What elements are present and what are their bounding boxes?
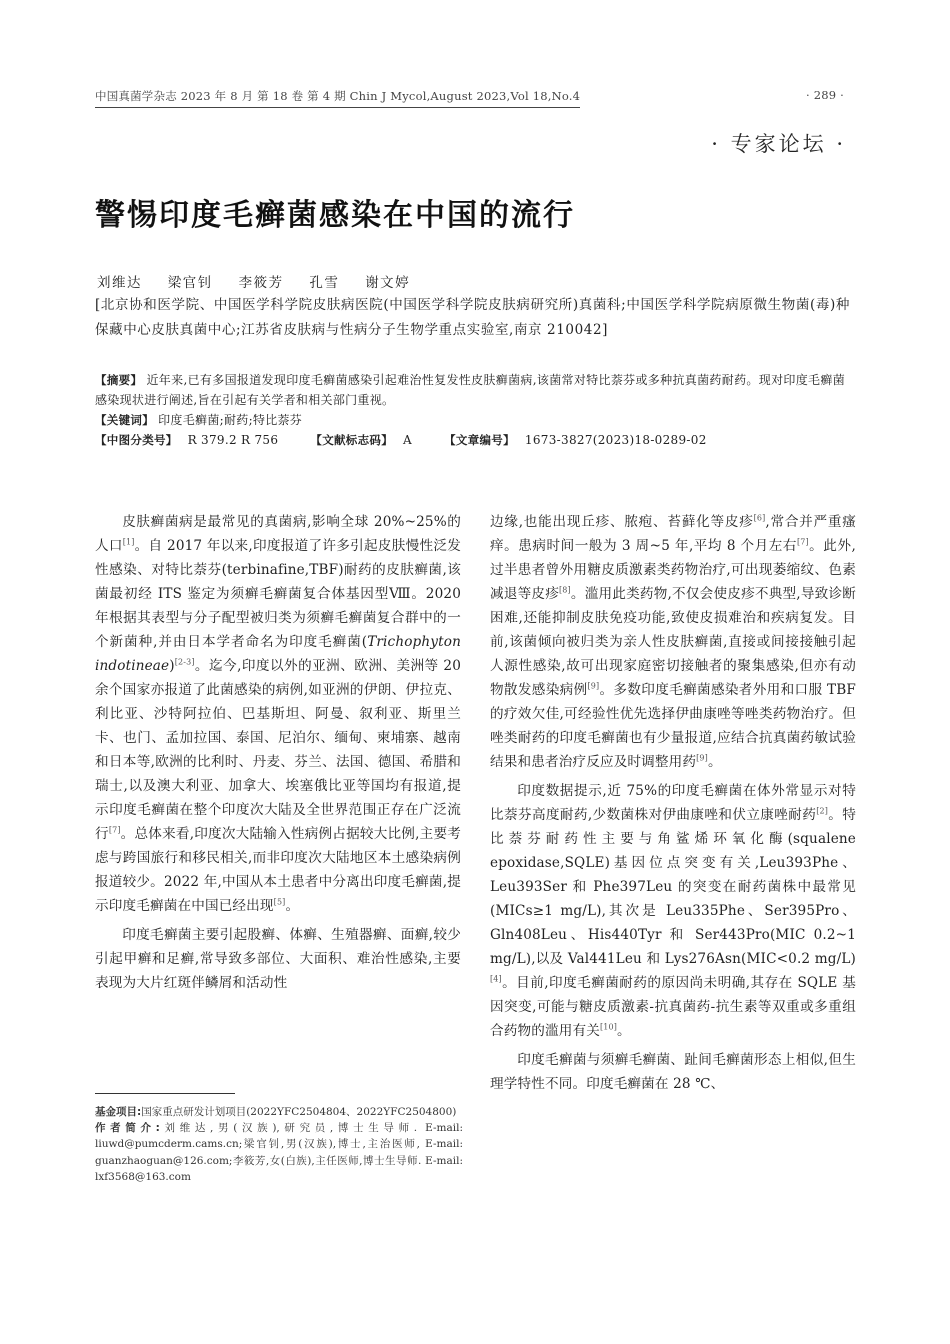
clc-label: 【中图分类号】 — [95, 433, 178, 447]
abstract-label: 【摘要】 — [95, 373, 143, 387]
citation-ref[interactable]: [6] — [753, 513, 766, 523]
abstract-text: 近年来,已有多国报道发现印度毛癣菌感染引起难治性复发性皮肤癣菌病,该菌常对特比萘芬或多种抗真菌药耐药。现对印度毛癣菌感染现状进行阐述,旨在引起有关学者和相关部门重视。 — [95, 373, 845, 407]
author-list — [97, 271, 430, 291]
author-info-label: 作者简介: — [95, 1122, 160, 1135]
footnotes — [95, 1104, 463, 1185]
article-id-value: 1673-3827(2023)18-0289-02 — [524, 433, 707, 447]
clc-value: R 379.2 R 756 — [187, 433, 279, 447]
keywords — [95, 410, 845, 430]
citation-ref[interactable]: [8] — [559, 585, 571, 595]
body-paragraph: 印度数据提示,近 75%的印度毛癣菌在体外常显示对特比萘芬高度耐药,少数菌株对伊曲康唑和伏立康唑耐药[2]。特比萘芬耐药性主要与角鲨烯环氧化酶(squalene epoxidase,SQLE)基因位点突变有关,Leu393Phe、Leu393Ser 和 Phe397Leu 的突变在耐药菌株中最常见(MICs≥1 mg/L),其次是 Leu335Phe、Ser395Pro、Gln408Leu、His440Tyr 和 Ser443Pro(MIC 0.2~1 mg/L),以及 Val441Leu 和 Lys276Asn(MIC<0.2 mg/L)[4]。目前,印度毛癣菌耐药的原因尚未明确,其存在 SQLE 基因突变,可能与糖皮质激素-抗真菌药-抗生素等双重或多重组合药物的滥用有关[10]。 — [490, 783, 856, 1039]
keywords-text: 印度毛癣菌;耐药;特比萘芬 — [158, 413, 303, 427]
abstract — [95, 370, 845, 410]
body-paragraph-continued: 边缘,也能出现丘疹、脓疱、苔藓化等皮疹[6],常合并严重瘙痒。患病时间一般为 3 周~5 年,平均 8 个月左右[7]。此外,过半患者曾外用糖皮质激素类药物治疗,可出现萎缩纹、色素减退等皮疹[8]。滥用此类药物,不仅会使皮疹不典型,导致诊断困难,还能抑制皮肤免疫功能,致使皮损难治和疾病复发。目前,该菌倾向被归类为亲人性皮肤癣菌,直接或间接接触引起人源性感染,故可出现家庭密切接触者的聚集感染,但亦有动物散发感染病例[9]。多数印度毛癣菌感染者外用和口服 TBF 的疗效欠佳,可经验性优先选择伊曲康唑等唑类药物治疗。但唑类耐药的印度毛癣菌也有少量报道,应结合抗真菌药敏试验结果和患者治疗反应及时调整用药[9]。 — [490, 513, 857, 770]
body-paragraph: 印度毛癣菌与须癣毛癣菌、趾间毛癣菌形态上相似,但生理学特性不同。印度毛癣菌在 28 ℃、 — [490, 1052, 856, 1092]
citation-ref[interactable]: [4] — [490, 974, 502, 984]
article-title: 警惕印度毛癣菌感染在中国的流行 — [95, 198, 575, 233]
citation-ref[interactable]: [7] — [108, 825, 121, 835]
body-column-left — [95, 510, 461, 995]
citation-ref[interactable]: [9] — [587, 681, 600, 691]
citation-ref[interactable]: [9] — [696, 753, 708, 763]
body-column-right — [490, 510, 856, 1096]
author-name: 谢文婷 — [365, 275, 411, 291]
citation-ref[interactable]: [1] — [122, 537, 135, 547]
citation-ref[interactable]: [2] — [816, 806, 829, 816]
body-paragraph: 皮肤癣菌病是最常见的真菌病,影响全球 20%~25%的人口[1]。自 2017 年以来,印度报道了许多引起皮肤慢性泛发性感染、对特比萘芬(terbinafine,TBF)耐药的皮肤癣菌,该菌最初经 ITS 鉴定为须癣毛癣菌复合体基因型Ⅷ。2020 年根据其表型与分子配型被归类为须癣毛癣菌复合群中的一个新菌种,并由日本学者命名为印度毛癣菌(Trichophyton indotineae)[2-3]。迄今,印度以外的亚洲、欧洲、美洲等 20 余个国家亦报道了此菌感染的病例,如亚洲的伊朗、伊拉克、利比亚、沙特阿拉伯、巴基斯坦、阿曼、叙利亚、斯里兰卡、也门、孟加拉国、泰国、尼泊尔、缅甸、柬埔寨、越南和日本等,欧洲的比利时、丹麦、芬兰、法国、德国、希腊和瑞士,以及澳大利亚、加拿大、埃塞俄比亚等国均有报道,提示印度毛癣菌在整个印度次大陆及全世界范围正存在广泛流行[7]。总体来看,印度次大陆输入性病例占据较大比例,主要考虑与跨国旅行和移民相关,而非印度次大陆地区本土感染病例报道较少。2022 年,中国从本土患者中分离出印度毛癣菌,提示印度毛癣菌在中国已经出现[5]。 — [95, 514, 461, 914]
doc-code-value: A — [403, 433, 412, 447]
footnote-divider — [95, 1093, 235, 1094]
fund-footnote — [95, 1104, 463, 1120]
abstract-block — [95, 370, 845, 450]
affiliation: [北京协和医学院、中国医学科学院皮肤病医院(中国医学科学院皮肤病研究所)真菌科;中国医学科学院病原微生物菌(毒)种保藏中心皮肤真菌中心;江苏省皮肤病与性病分子生物学重点实验室,南京 210042] — [95, 297, 850, 338]
citation-ref[interactable]: [7] — [797, 537, 809, 547]
section-label: · 专家论坛 · — [711, 132, 846, 156]
author-name: 刘维达 — [97, 275, 142, 291]
journal-citation: 中国真菌学杂志 2023 年 8 月 第 18 卷 第 4 期 Chin J Mycol,August 2023,Vol 18,No.4 — [95, 88, 580, 108]
fund-label: 基金项目: — [95, 1106, 142, 1118]
running-head — [95, 88, 844, 108]
citation-ref[interactable]: [10] — [599, 1022, 617, 1032]
author-info-text: 刘维达,男(汉族),研究员,博士生导师. E-mail: liuwd@pumcderm.cams.cn;梁官钊,男(汉族),博士,主治医师, E-mail: guanzhaoguan@126.com;李筱芳,女(白族),主任医师,博士生导师. E-mail: lxf3568@163.com — [95, 1122, 463, 1183]
article-id-label: 【文章编号】 — [444, 433, 515, 447]
page-number: · 289 · — [806, 88, 844, 102]
author-footnote — [95, 1120, 463, 1185]
author-name: 李筱芳 — [238, 275, 284, 291]
citation-ref[interactable]: [2-3] — [174, 657, 195, 667]
author-name: 梁官钊 — [167, 275, 213, 291]
fund-text: 国家重点研发计划项目(2022YFC2504804、2022YFC2504800) — [141, 1106, 457, 1118]
species-name: Trichophyton indotineae — [95, 634, 461, 674]
classification-row — [95, 430, 845, 450]
body-paragraph: 印度毛癣菌主要引起股癣、体癣、生殖器癣、面癣,较少引起甲癣和足癣,常导致多部位、大面积、难治性感染,主要表现为大片红斑伴鳞屑和活动性 — [95, 927, 461, 991]
doc-code-label: 【文献标志码】 — [310, 433, 394, 447]
author-name: 孔雪 — [309, 275, 340, 291]
citation-ref[interactable]: [5] — [273, 897, 286, 907]
keywords-label: 【关键词】 — [95, 413, 154, 427]
